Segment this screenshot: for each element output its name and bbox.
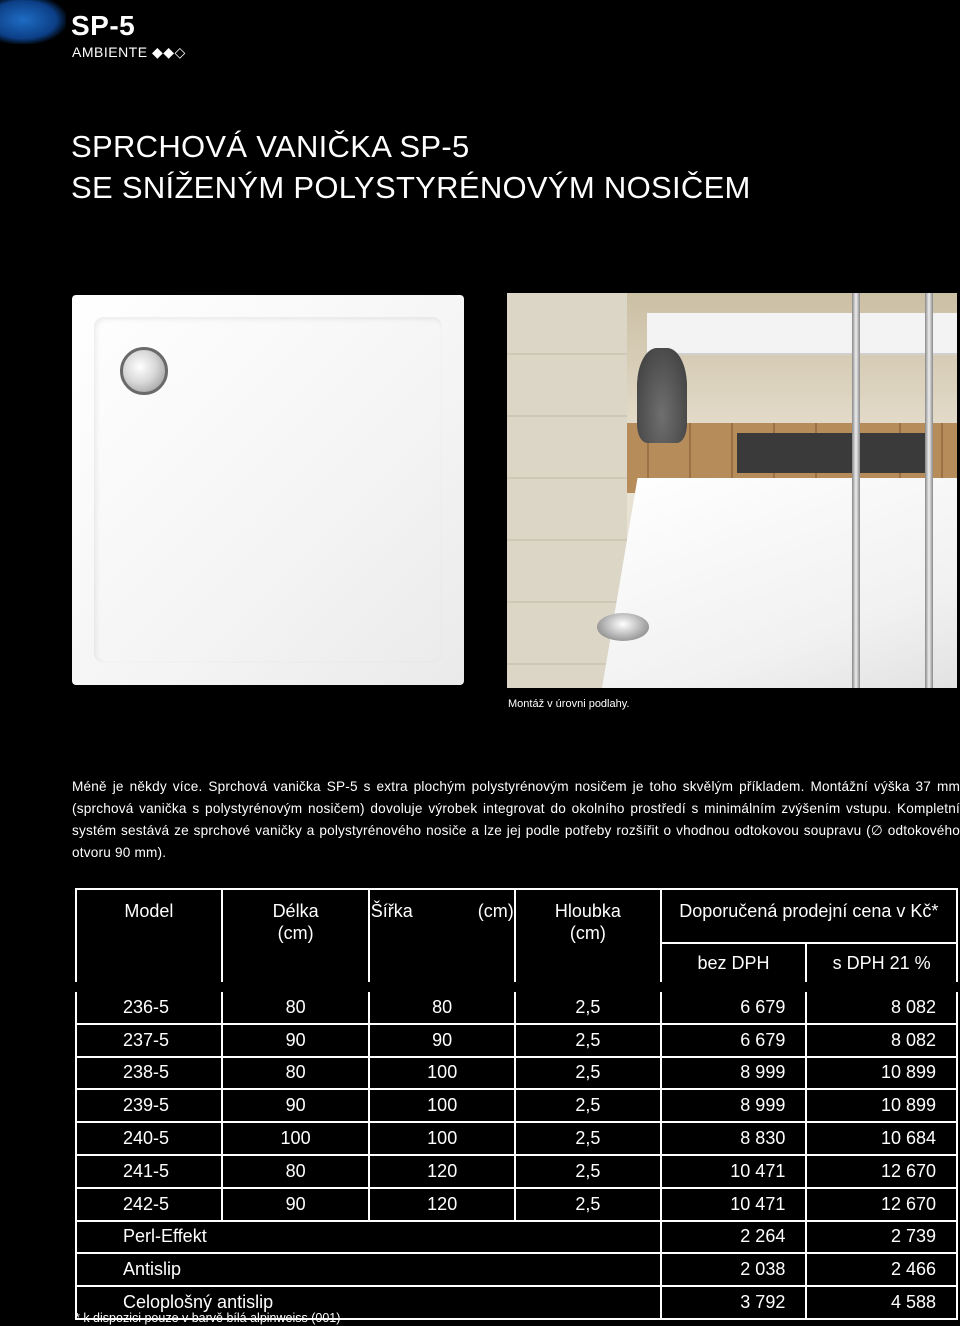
table-row (76, 987, 957, 1024)
cell-length: 90 (222, 1024, 370, 1057)
cell-price-no-vat: 2 264 (661, 1221, 807, 1254)
cell-length: 100 (222, 1122, 370, 1155)
cell-price-no-vat: 6 679 (661, 1024, 807, 1057)
cell-depth: 2,5 (515, 1057, 661, 1090)
tray-drain (120, 347, 168, 395)
col-header-with-vat: s DPH 21 % (806, 943, 957, 987)
heading-line-1: SPRCHOVÁ VANIČKA SP-5 (71, 129, 470, 164)
cell-depth: 2,5 (515, 1188, 661, 1221)
col-header-length: Délka (cm) (222, 889, 370, 987)
cell-depth: 2,5 (515, 987, 661, 1024)
scene-glass-rod (925, 293, 933, 688)
price-table (75, 888, 958, 1320)
table-row (76, 1089, 957, 1122)
cell-price-no-vat: 8 999 (661, 1089, 807, 1122)
cell-price-no-vat: 6 679 (661, 987, 807, 1024)
scene-buddha-statue (637, 348, 687, 443)
cell-depth: 2,5 (515, 1122, 661, 1155)
cell-price-no-vat: 2 038 (661, 1253, 807, 1286)
cell-price-with-vat: 2 466 (806, 1253, 957, 1286)
cell-price-with-vat: 10 899 (806, 1089, 957, 1122)
image-caption: Montáž v úrovni podlahy. (508, 698, 630, 710)
cell-price-with-vat: 10 899 (806, 1057, 957, 1090)
cell-length: 80 (222, 1155, 370, 1188)
cell-length: 90 (222, 1089, 370, 1122)
cell-price-with-vat: 12 670 (806, 1155, 957, 1188)
cell-price-no-vat: 10 471 (661, 1155, 807, 1188)
cell-model: Celoplošný antislip (76, 1286, 661, 1319)
cell-model: 238-5 (76, 1057, 222, 1090)
shower-tray-image (72, 295, 464, 685)
brand-subtitle: AMBIENTE ◆◆◇ (72, 44, 186, 60)
heading-line-2: SE SNÍŽENÝM POLYSTYRÉNOVÝM NOSIČEM (71, 170, 751, 205)
footnote: * k dispozici pouze v barvě bílá alpinweiss (001) (75, 1311, 341, 1325)
cell-model: Antislip (76, 1253, 661, 1286)
cell-width: 100 (369, 1122, 515, 1155)
brand-title: SP-5 (71, 10, 136, 41)
cell-price-no-vat: 3 792 (661, 1286, 807, 1319)
scene-bathtub (647, 313, 957, 355)
bathroom-scene-image (507, 293, 957, 688)
cell-width: 120 (369, 1188, 515, 1221)
cell-price-with-vat: 8 082 (806, 1024, 957, 1057)
col-header-price: Doporučená prodejní cena v Kč* (661, 889, 957, 943)
cell-model: Perl-Effekt (76, 1221, 661, 1254)
cell-width: 100 (369, 1089, 515, 1122)
description-paragraph: Méně je někdy více. Sprchová vanička SP-5 s extra plochým polystyrénovým nosičem je toho skvělým příkladem. Montážní výška 37 mm (sprchová vanička s polystyrénovým nosičem) dovoluje výrobek integrovat do okolního prostředí s minimálním zvýšením vstupu. Kompletní systém sestává ze sprchové vaničky a polystyrénového nosiče a lze jej podle potřeby rozšířit o vhodnou odtokovou soupravu (∅ odtokového otvoru 90 mm). (72, 779, 960, 860)
cell-width: 80 (369, 987, 515, 1024)
cell-price-no-vat: 8 999 (661, 1057, 807, 1090)
table-row (76, 1155, 957, 1188)
cell-length: 80 (222, 987, 370, 1024)
cell-model: 237-5 (76, 1024, 222, 1057)
cell-depth: 2,5 (515, 1089, 661, 1122)
col-header-no-vat: bez DPH (661, 943, 807, 987)
brand-brush-mark (0, 0, 66, 44)
cell-price-with-vat: 4 588 (806, 1286, 957, 1319)
scene-mat (737, 433, 927, 473)
cell-price-with-vat: 2 739 (806, 1221, 957, 1254)
cell-width: 120 (369, 1155, 515, 1188)
cell-model: 241-5 (76, 1155, 222, 1188)
cell-price-no-vat: 10 471 (661, 1188, 807, 1221)
cell-price-with-vat: 12 670 (806, 1188, 957, 1221)
cell-model: 240-5 (76, 1122, 222, 1155)
col-header-model: Model (76, 889, 222, 987)
page-heading (71, 126, 751, 208)
cell-depth: 2,5 (515, 1024, 661, 1057)
cell-depth: 2,5 (515, 1155, 661, 1188)
cell-model: 239-5 (76, 1089, 222, 1122)
cell-length: 80 (222, 1057, 370, 1090)
table-row (76, 1024, 957, 1057)
cell-length: 90 (222, 1188, 370, 1221)
col-header-depth: Hloubka (cm) (515, 889, 661, 987)
table-row (76, 1188, 957, 1221)
table-row-extra (76, 1221, 957, 1254)
table-row-extra (76, 1253, 957, 1286)
table-row (76, 1122, 957, 1155)
scene-glass-rod (852, 293, 860, 688)
cell-price-with-vat: 8 082 (806, 987, 957, 1024)
cell-price-with-vat: 10 684 (806, 1122, 957, 1155)
cell-model: 236-5 (76, 987, 222, 1024)
cell-model: 242-5 (76, 1188, 222, 1221)
table-row (76, 1057, 957, 1090)
scene-shower-tray (602, 478, 957, 688)
cell-width: 90 (369, 1024, 515, 1057)
cell-width: 100 (369, 1057, 515, 1090)
col-header-width: Šířka (cm) (369, 889, 515, 987)
scene-drain (597, 613, 649, 641)
cell-price-no-vat: 8 830 (661, 1122, 807, 1155)
